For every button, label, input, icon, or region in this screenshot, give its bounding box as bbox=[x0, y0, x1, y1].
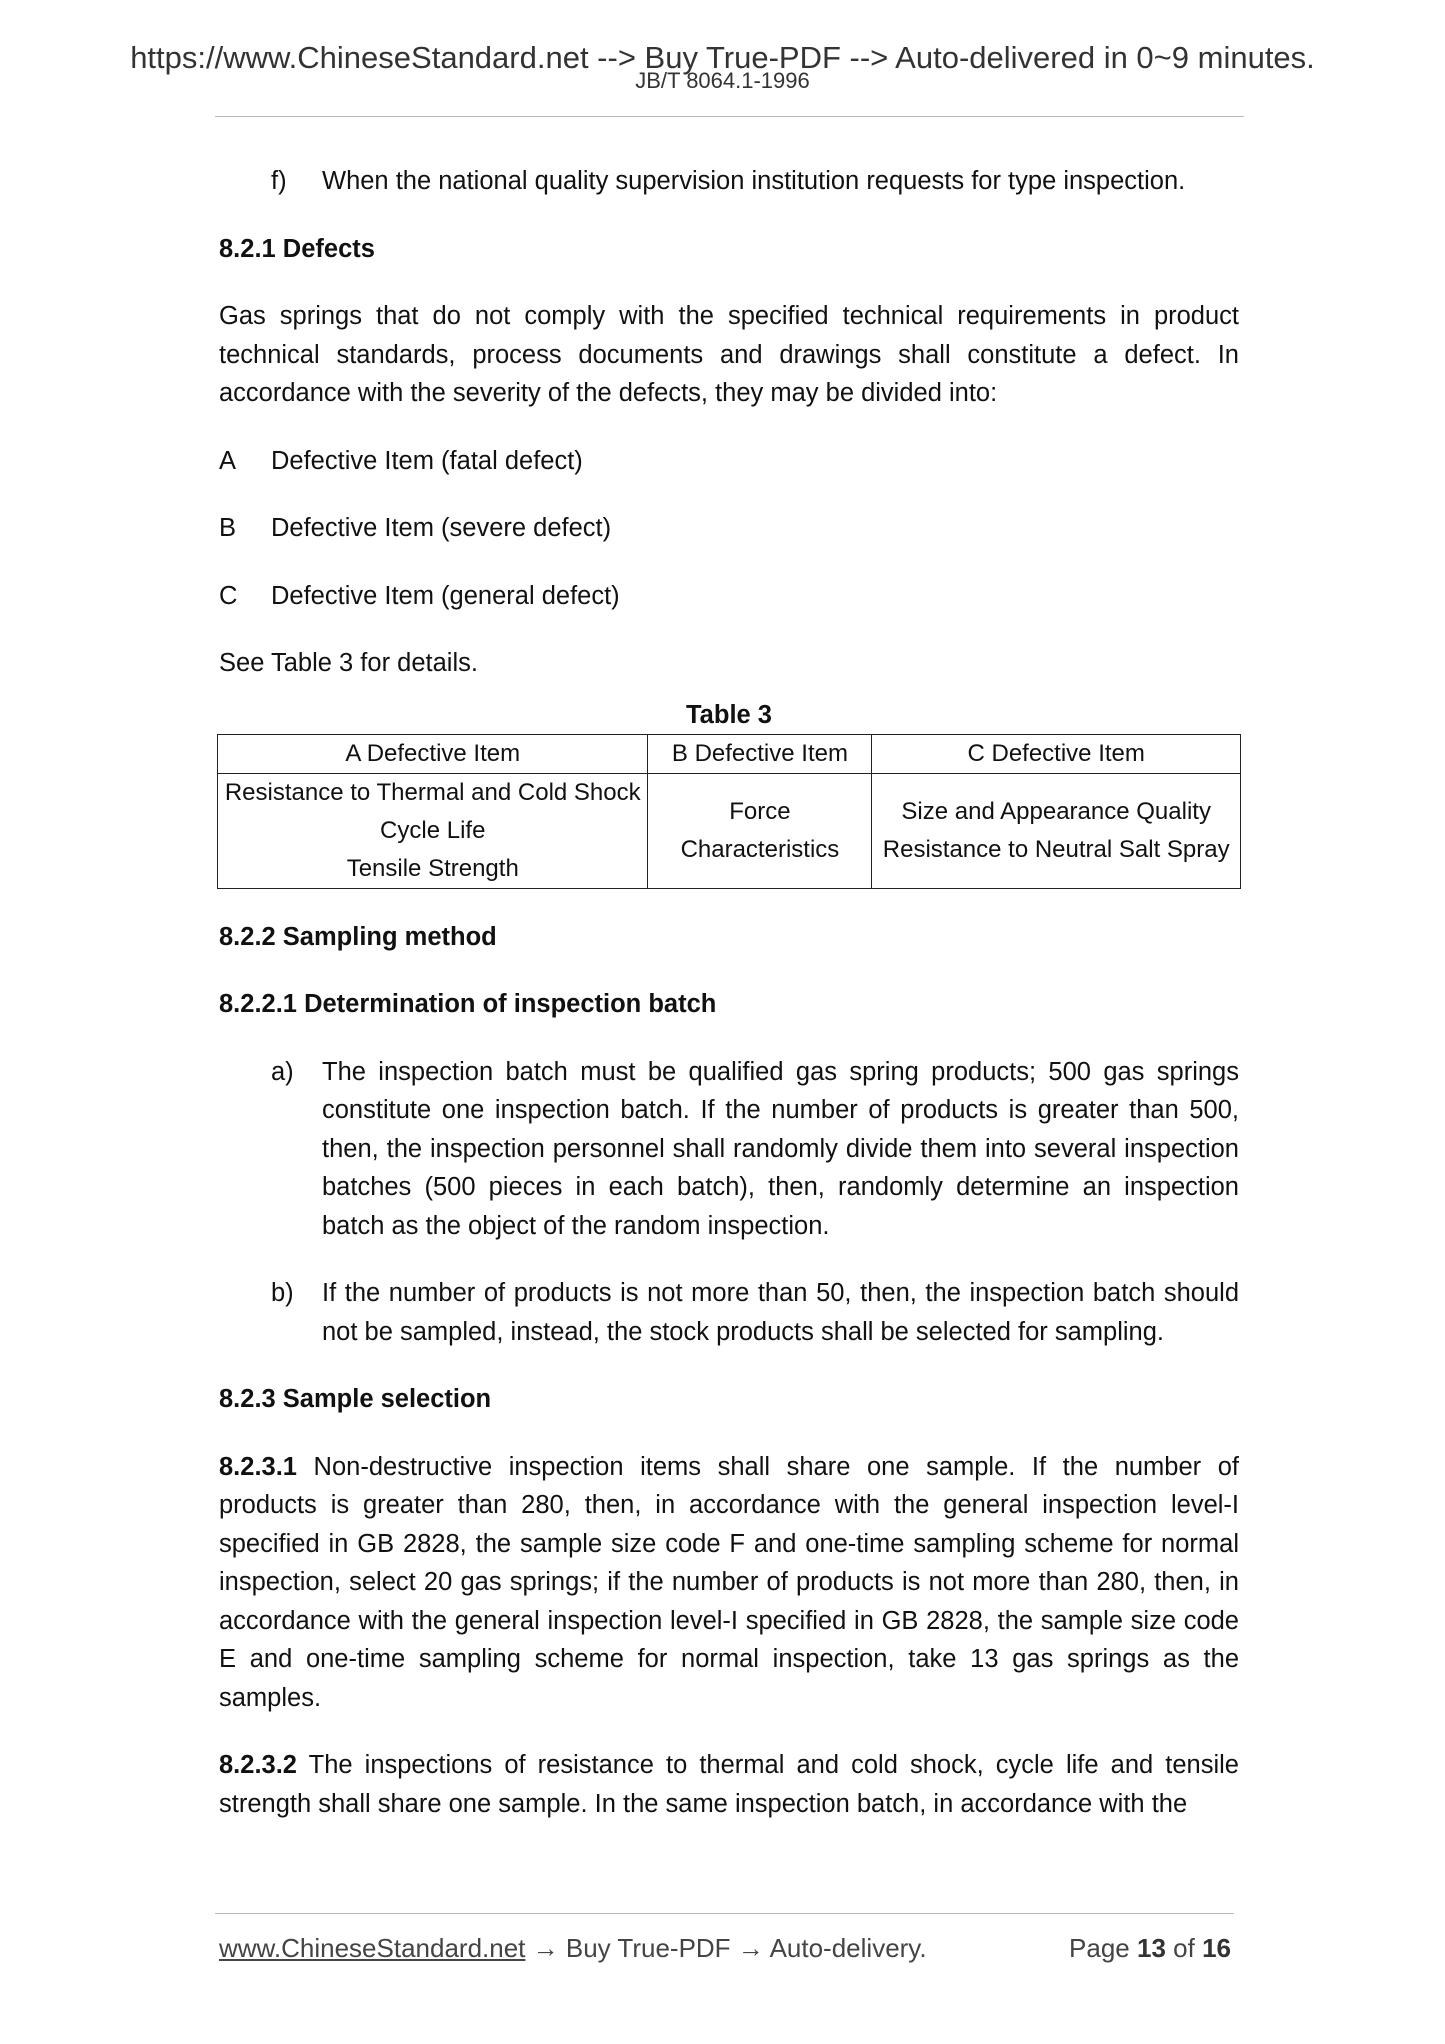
source-banner: https://www.ChineseStandard.net --> Buy True-PDF --> Auto-delivered in 0~9 minutes. bbox=[130, 40, 1315, 75]
table-header-row bbox=[218, 734, 1241, 773]
table-header-cell: C Defective Item bbox=[872, 734, 1241, 773]
page-total: 16 bbox=[1202, 1933, 1231, 1963]
cell-line: Characteristics bbox=[680, 835, 840, 863]
section-heading-8-2-2: 8.2.2 Sampling method bbox=[219, 922, 497, 951]
page-word: Page bbox=[1069, 1933, 1130, 1963]
paragraph-8-2-3-2 bbox=[219, 1746, 1239, 1823]
list-item-f bbox=[219, 162, 1239, 201]
page-current: 13 bbox=[1137, 1933, 1166, 1963]
table-cell-b bbox=[648, 773, 872, 888]
clause-text: Non-destructive inspection items shall share one sample. If the number of products is greater than 280, then, in accordance with the general inspection level-I specified in GB 2828, the sample size code F and one-time sampling scheme for normal inspection, select 20 gas springs; if the number of products is not more than 280, then, in accordance with the general inspection level-I specified in GB 2828, the sample size code E and one-time sampling scheme for normal inspection, take 13 gas springs as the samples. bbox=[219, 1452, 1239, 1712]
list-item-a bbox=[219, 1053, 1239, 1246]
table-row bbox=[218, 773, 1241, 888]
header-divider bbox=[215, 116, 1244, 117]
table-header-cell: A Defective Item bbox=[218, 734, 648, 773]
clause-number: 8.2.3.2 bbox=[219, 1751, 297, 1779]
list-label: b) bbox=[271, 1279, 294, 1307]
section-heading-8-2-2-1: 8.2.2.1 Determination of inspection batch bbox=[219, 990, 717, 1018]
list-label: f) bbox=[271, 167, 287, 195]
list-item-b bbox=[219, 1274, 1239, 1351]
list-label: a) bbox=[271, 1057, 294, 1086]
class-text: Defective Item (general defect) bbox=[271, 581, 620, 610]
class-text: Defective Item (severe defect) bbox=[271, 514, 612, 542]
list-text: The inspection batch must be qualified gas spring products; 500 gas springs constitute one inspection batch. If the number of products is greater than 500, then, the inspection personnel shall randomly divide them into several inspection batches (500 pieces in each batch), then, randomly determine an inspection batch as the object of the random inspection. bbox=[322, 1057, 1239, 1240]
clause-text: The inspections of resistance to thermal and cold shock, cycle life and tensile strength shall share one sample. In the same inspection batch, in accordance with the bbox=[219, 1751, 1239, 1818]
footer-site-link[interactable]: www.ChineseStandard.net bbox=[219, 1933, 526, 1963]
class-label: C bbox=[219, 581, 238, 610]
footer-tagline: → Buy True-PDF → Auto-delivery. bbox=[525, 1933, 927, 1963]
page-content bbox=[219, 162, 1239, 1852]
class-label: A bbox=[219, 446, 237, 475]
section-heading-8-2-1: 8.2.1 Defects bbox=[219, 234, 375, 263]
see-table-note: See Table 3 for details. bbox=[219, 649, 478, 677]
page-indicator bbox=[1069, 1933, 1231, 1964]
page-footer bbox=[219, 1933, 1234, 1964]
defect-class-a bbox=[219, 442, 1239, 481]
cell-line: Resistance to Thermal and Cold Shock bbox=[224, 778, 641, 806]
cell-line: Resistance to Neutral Salt Spray bbox=[882, 835, 1230, 863]
footer-divider bbox=[215, 1913, 1234, 1914]
cell-line: Cycle Life bbox=[380, 816, 486, 844]
defect-class-c bbox=[219, 577, 1239, 616]
defect-table bbox=[217, 734, 1241, 889]
class-text: Defective Item (fatal defect) bbox=[271, 446, 583, 475]
cell-line: Force bbox=[729, 797, 791, 825]
list-text: When the national quality supervision institution requests for type inspection. bbox=[322, 167, 1186, 195]
of-word: of bbox=[1173, 1933, 1195, 1963]
section-heading-8-2-3: 8.2.3 Sample selection bbox=[219, 1385, 492, 1413]
cell-line: Tensile Strength bbox=[346, 854, 519, 882]
table-cell-a bbox=[218, 773, 648, 888]
clause-number: 8.2.3.1 bbox=[219, 1452, 297, 1481]
defects-paragraph: Gas springs that do not comply with the specified technical requirements in product technical standards, process documents and drawings shall constitute a defect. In accordance with the severity of the defects, they may be divided into: bbox=[219, 302, 1239, 407]
cell-line: Size and Appearance Quality bbox=[901, 797, 1211, 825]
list-text: If the number of products is not more than 50, then, the inspection batch should not be sampled, instead, the stock products shall be selected for sampling. bbox=[322, 1279, 1239, 1346]
table-header-cell: B Defective Item bbox=[648, 734, 872, 773]
table-caption: Table 3 bbox=[686, 700, 772, 729]
document-number: JB/T 8064.1-1996 bbox=[635, 68, 810, 93]
table-cell-c bbox=[872, 773, 1241, 888]
defect-class-b bbox=[219, 509, 1239, 548]
class-label: B bbox=[219, 514, 237, 542]
paragraph-8-2-3-1 bbox=[219, 1448, 1239, 1718]
